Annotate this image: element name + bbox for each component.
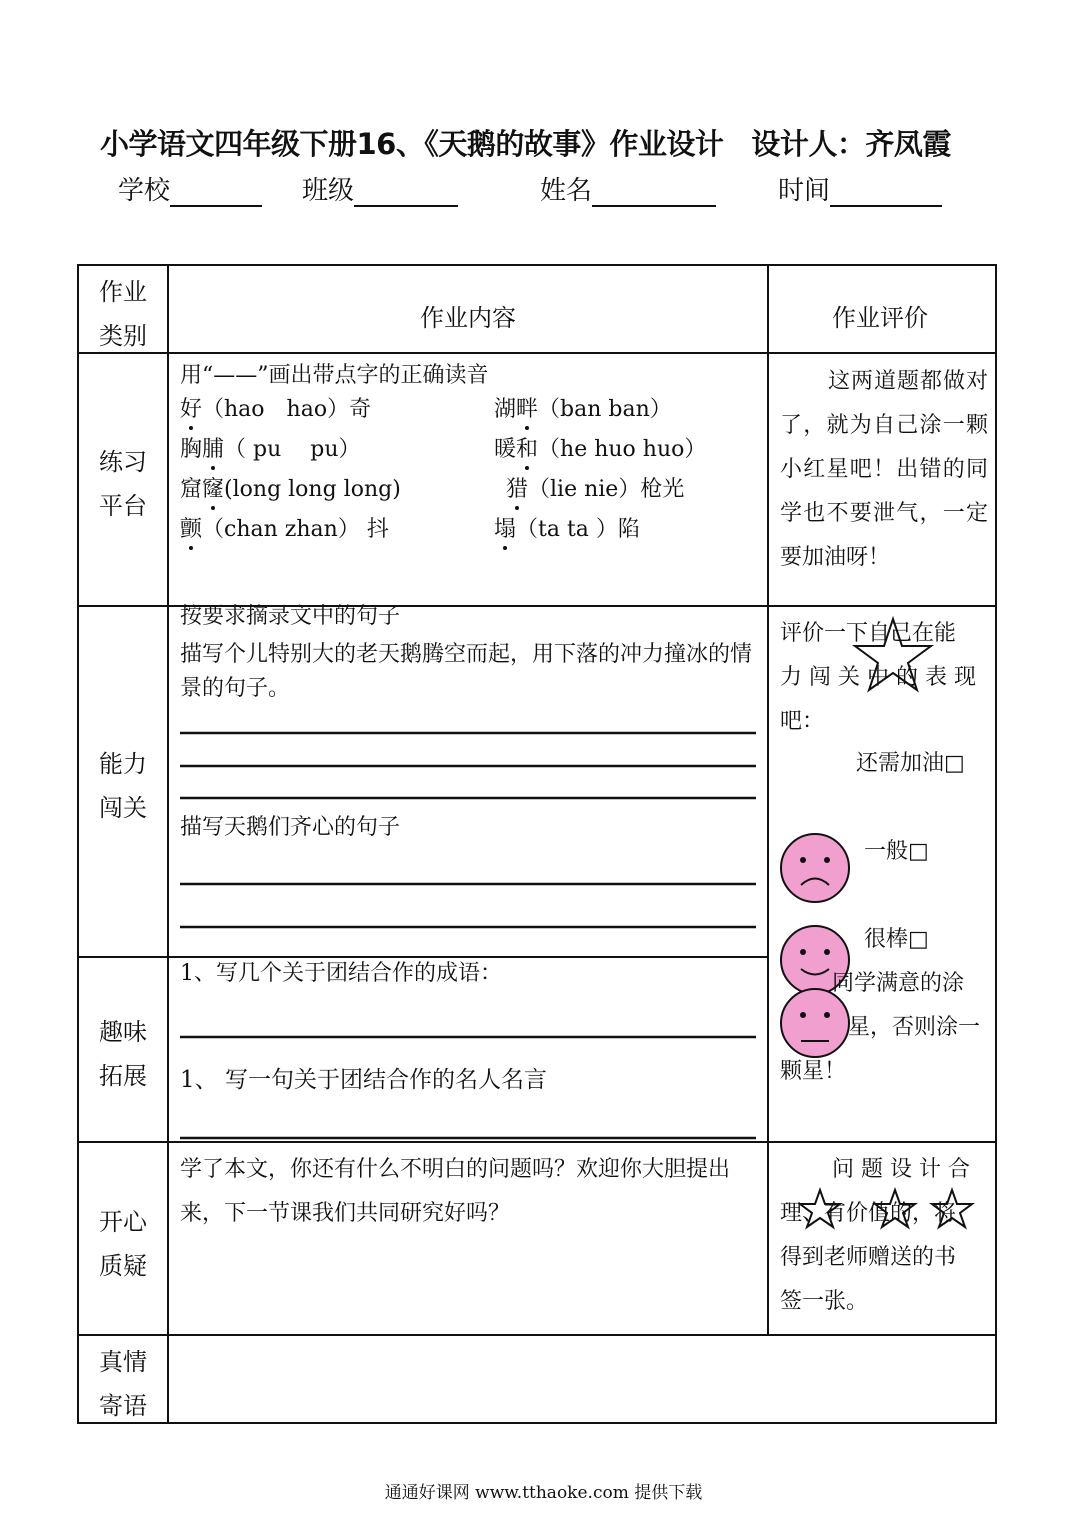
practice-category-line1: 练习 [99,448,147,476]
extension-task-1: 1、写几个关于团结合作的成语： [180,961,502,986]
message-category-line2: 寄语 [99,1392,147,1420]
title-main: 小学语文四年级下册16、《天鹅的故事》作业设计 [100,127,724,161]
ability-evaluation [780,612,988,744]
ability-category [78,742,168,830]
extension-evaluation-line: 颗星！ [780,1059,847,1084]
pinyin-item: 湖畔（ban ban） [494,397,672,422]
title-designer: 设计人：齐凤霞 [751,127,951,161]
pinyin-item: 塌（ta ta ）陷 [494,517,640,542]
option-great[interactable]: 很棒□ [864,927,929,952]
ability-instruction: 按要求摘录文中的句子 [180,604,401,629]
question-evaluation-line: 得到老师赠送的书 [780,1245,957,1270]
practice-evaluation: 这两道题都做对了，就为自己涂一颗小红星吧！出错的同学也不要泄气，一定要加油呀！ [780,369,988,570]
question-category [78,1200,168,1288]
pinyin-item: 窟窿(long long long) [180,477,401,502]
extension-evaluation-line: 星，否则涂一 [848,1015,981,1040]
ability-category-line1: 能力 [99,750,147,778]
ability-evaluation-line: 评价一下自己在能 [780,621,957,646]
extension-category [78,1010,168,1098]
pinyin-item: 暖和（he huo huo） [494,437,707,462]
ability-task-2: 描写天鹅们齐心的句子 [180,815,401,840]
header-category-line1: 作业 [99,278,147,306]
question-evaluation [780,1148,988,1324]
option-keep-trying[interactable]: 还需加油□ [856,751,965,776]
question-evaluation-line: 理、有价值的，将 [780,1201,957,1226]
question-category-line1: 开心 [99,1208,147,1236]
practice-category-line2: 平台 [99,492,147,520]
ability-evaluation-line: 吧： [780,709,825,734]
pinyin-item: 好（hao hao）奇 [180,397,372,422]
practice-instruction: 用“——”画出带点字的正确读音 [180,363,489,388]
extension-category-line1: 趣味 [99,1018,147,1046]
option-average[interactable]: 一般□ [864,839,929,864]
message-category-line1: 真情 [99,1348,147,1376]
header-category [78,270,168,358]
footer-source: 通通好课网 www.tthaoke.com 提供下载 [384,1483,703,1503]
question-evaluation-line: 问 题 设 计 合 [832,1157,970,1182]
question-category-line2: 质疑 [99,1252,147,1280]
pinyin-item: 猎（lie nie）枪光 [506,477,685,502]
extension-category-line2: 拓展 [99,1062,147,1090]
header-content: 作业内容 [420,304,516,332]
header-category-line2: 类别 [99,322,147,350]
message-category [78,1340,168,1428]
extension-evaluation [780,962,988,1094]
extension-task-2: 1、 写一句关于团结合作的名人名言 [180,1067,547,1093]
question-content: 学了本文，你还有什么不明白的问题吗？欢迎你大胆提出来，下一节课我们共同研究好吗？ [180,1157,731,1226]
header-evaluation: 作业评价 [832,304,928,332]
message-input-area[interactable] [170,1337,994,1421]
ability-task-1: 描写个儿特别大的老天鹅腾空而起，用下落的冲力撞冰的情景的句子。 [180,642,753,701]
pinyin-item: 胸脯（ pu pu） [180,437,361,462]
sad-face-icon [781,834,849,902]
ability-category-line2: 闯关 [99,794,147,822]
class-label: 班级 [302,176,355,206]
pinyin-item: 颤（chan zhan） 抖 [180,517,389,542]
school-label: 学校 [118,176,171,206]
name-label: 姓名 [540,176,593,206]
question-evaluation-line: 签一张。 [780,1289,869,1314]
practice-category [78,440,168,528]
ability-evaluation-line: 力 闯 关 中 的 表 现 [780,665,976,690]
extension-evaluation-line: 同学满意的涂 [832,971,965,996]
time-label: 时间 [778,176,831,206]
